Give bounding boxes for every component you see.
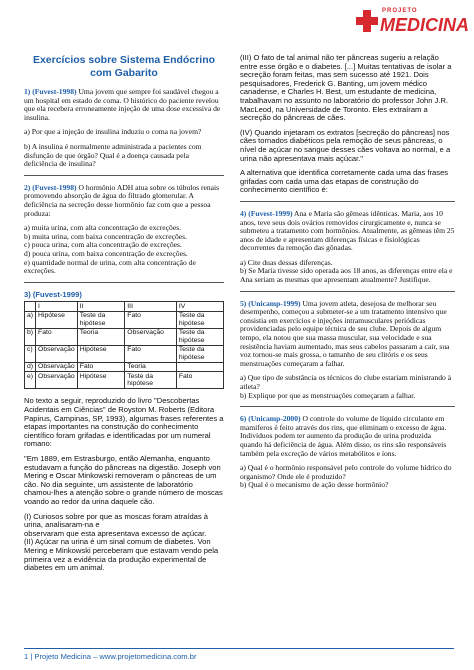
question-source: (Unicamp-1999) (248, 298, 301, 308)
table-header-row (25, 302, 224, 312)
divider (24, 282, 224, 283)
left-column (24, 54, 224, 573)
answer-table (24, 301, 224, 389)
question-item-a: a) Cite duas dessas diferenças. (240, 257, 333, 267)
divider (240, 201, 455, 202)
footer-divider (24, 648, 454, 649)
question-source: (Unicamp-2000) (248, 414, 301, 424)
question-3 (24, 291, 224, 573)
question-number: 3) (24, 289, 31, 299)
question-text: Uma jovem que sempre foi saudável chegou a um hospital em estado de coma. O histórico do paciente revelou que ela recebera erroneamente injeção de uma dose excessiva de insulina. (24, 87, 221, 122)
table-cell: Teste da hipótese (176, 345, 223, 362)
divider (240, 406, 455, 407)
table-cell: e) (25, 372, 36, 389)
table-cell: a) (25, 311, 36, 328)
page-footer: 1 | Projeto Medicina – www.projetomedicina.com.br (24, 652, 197, 661)
table-cell: Observação (125, 328, 177, 345)
table-cell: Teoria (77, 328, 125, 345)
divider (240, 291, 455, 292)
question-item-b: b) Qual é o mecanismo de ação desse hormônio? (240, 480, 389, 490)
question-number: 2) (24, 182, 31, 192)
table-cell: Observação (36, 372, 78, 389)
quote-paragraph: "Em 1889, em Estrasburgo, então Alemanha, enquanto estudavam a função do pâncreas na digestão. Joseph von Mering e Oscar Minkowski removeram o pâncreas de um cão. No dia seguinte, um assistente de laboratório chamou-lhes a atenção sobre o grande número de moscas voando ao redor da urina daquele cão. (24, 454, 223, 506)
question-source: (Fuvest-1999) (248, 208, 293, 218)
table-cell: IV (176, 302, 223, 312)
table-row (25, 311, 224, 328)
table-cell: Fato (125, 345, 177, 362)
table-cell: Teoria (125, 362, 177, 372)
question-text: Uma jovem atleta, desejosa de melhorar seu desempenho, começou a submeter-se a um tratamento intensivo que consistia em exercícios e injeções intramusculares periódicas providenciadas pelo equipe técnica de seu clube. Depois de algum tempo, ela notou que sua massa muscular, sua velocidade e sua resistência haviam aumentado, mas seus cabelos passaram a cair, sua voz tornou-se mais grossa, o tamanho de seu clitóris e os seus menstruações começaram a falhar. (240, 298, 450, 368)
question-number: 4) (240, 208, 247, 218)
table-cell: Fato (125, 311, 177, 328)
table-cell: b) (25, 328, 36, 345)
option-b: b) muita urina, com baixa concentração de excreções. (24, 231, 187, 241)
table-cell: II (77, 302, 125, 312)
option-e: e) quantidade normal de urina, com alta concentração de excreções. (24, 257, 196, 276)
question-item-a: a) Que tipo de substância os técnicos do clube estariam ministrando à atleta? (240, 373, 452, 391)
table-cell: d) (25, 362, 36, 372)
option-d: d) pouca urina, com baixa concentração de excreções. (24, 248, 188, 258)
option-a: a) muita urina, com alta concentração de excreções. (24, 223, 182, 233)
table-cell: Teste da hipótese (125, 372, 177, 389)
table-cell: c) (25, 345, 36, 362)
right-column (240, 54, 455, 490)
question-text: O controle do volume de líquido circulante em mamíferos é feito através dos rins, que eliminam o excesso de água. Indivíduos podem ter aumento da produção de urina produzida quando há deficiência de água. Além disso, os rins são responsáveis também pela excreção de vários metabólitos e íons. (240, 414, 447, 458)
table-cell: Observação (36, 362, 78, 372)
question-item-a: a) Por que a injeção de insulina induziu o coma na jovem? (24, 127, 202, 137)
table-cell: Hipótese (36, 311, 78, 328)
statement-iii: (III) O fato de tal animal não ter pâncreas sugeriu a relação entre esse órgão e o diabetes. [...] Muitas tentativas de isolar a secreção foram feitas, mas sem sucesso até 1921. Dois pesquisadores, Frederick G. Banting, um jovem médico canadense, e Charles H. Best, um estudante de medicina, trabalhavam no assunto no laboratório do professor John J.R. MacLeod, na Universidade de Toronto. Eles extraíram a secreção do pâncreas de cães. (240, 53, 452, 123)
question-text: O hormônio ADH atua sobre os túbulos renais promovendo absorção de água do filtrado glomerular. A deficiência na secreção desse hormônio faz com que a pessoa produza: (24, 182, 220, 218)
table-cell: I (36, 302, 78, 312)
table-cell: Fato (77, 362, 125, 372)
statement-i-cont: observaram que esta apresentava excesso de açúcar. (24, 528, 207, 538)
question-item-b: b) A insulina é normalmente administrada a pacientes com disfunção de que órgão? Qual é a doença causada pela deficiência de insulina? (24, 141, 202, 169)
page-title: Exercícios sobre Sistema Endócrino com Gabarito (32, 54, 216, 79)
table-cell: Observação (36, 345, 78, 362)
question-source: (Fuvest-1998) (32, 87, 77, 96)
table-cell: Teste da hipótese (77, 311, 125, 328)
table-row (25, 345, 224, 362)
question-2 (24, 184, 224, 276)
medical-cross-icon (356, 10, 378, 32)
table-row (25, 372, 224, 389)
question-item-a: a) Qual é o hormônio responsável pelo controle do volume hídrico do organismo? Onde ele é produzido? (240, 463, 452, 481)
option-c: c) pouca urina, com alta concentração de excreções. (24, 240, 182, 250)
question-source: (Fuvest-1999) (32, 289, 82, 299)
table-row (25, 328, 224, 345)
question-number: 6) (240, 414, 247, 424)
logo-name: MEDICINA (380, 15, 469, 35)
statement-i: (I) Curiosos sobre por que as moscas foram atraídas à urina, analisaram-na e (24, 511, 209, 530)
question-number: 5) (240, 298, 247, 308)
projeto-medicina-logo (356, 4, 469, 44)
table-cell: Hipótese (77, 372, 125, 389)
question-text: Ana e Maria são gêmeas idênticas. Maria, aos 10 anos, teve seus dois ovários removidos cirurgicamente e, nunca se submeteu a tratamento com hormônios. Atualmente, as gêmeas têm 25 anos de idade e apresentam diferenças físicas e fisiológicas decorrentes da remoção das gônadas. (240, 208, 455, 253)
table-row (25, 362, 224, 372)
question-6 (240, 415, 455, 490)
table-cell (25, 302, 36, 312)
table-cell (176, 362, 223, 372)
logo-top-text: PROJETO (382, 8, 418, 14)
question-5 (240, 300, 455, 401)
question-1 (24, 88, 224, 169)
question-4 (240, 210, 455, 285)
statement-ii: (II) Açúcar na urina é um sinal comum de diabetes. Von Mering e Minkowski perceberam que estavam vendo pela primeira vez a evidência da produção experimental de diabetes em um animal. (24, 537, 219, 573)
question-source: (Fuvest-1998) (32, 182, 77, 192)
statement-iv: (IV) Quando injetaram os extratos [secreção do pâncreas] nos cães tornados diabéticos pela remoção de seus pâncreas, o nível de açúcar no sangue desses cães voltava ao normal, e a urina não apresentava mais açúcar." (240, 127, 451, 163)
divider (24, 175, 224, 176)
table-cell: III (125, 302, 177, 312)
table-cell: Hipótese (77, 345, 125, 362)
table-cell: Teste da hipótese (176, 328, 223, 345)
question-item-b: b) Se Maria tivesse sido operada aos 18 anos, as diferenças entre ela e Ana seriam as mesmas que apresentam atualmente? Justifique. (240, 266, 453, 285)
question-item-b: b) Explique por que as menstruações começaram a falhar. (240, 390, 416, 400)
question-intro: No texto a seguir, reproduzido do livro "Descobertas Acidentais em Ciências" de Royston M. Roberts (Editora Papirus, Campinas, SP, 1993), algumas frases referentes a etapas importantes na construção do conhecimento científico foram grifadas e identificadas por um numeral romano: (24, 396, 224, 449)
question-number: 1) (24, 87, 31, 96)
table-cell: Fato (36, 328, 78, 345)
table-cell: Fato (176, 372, 223, 389)
table-cell: Teste da hipótese (176, 311, 223, 328)
question-3-ask: A alternativa que identifica corretamente cada uma das frases grifadas com cada uma das etapas de construção do conhecimento científico é: (240, 168, 449, 195)
